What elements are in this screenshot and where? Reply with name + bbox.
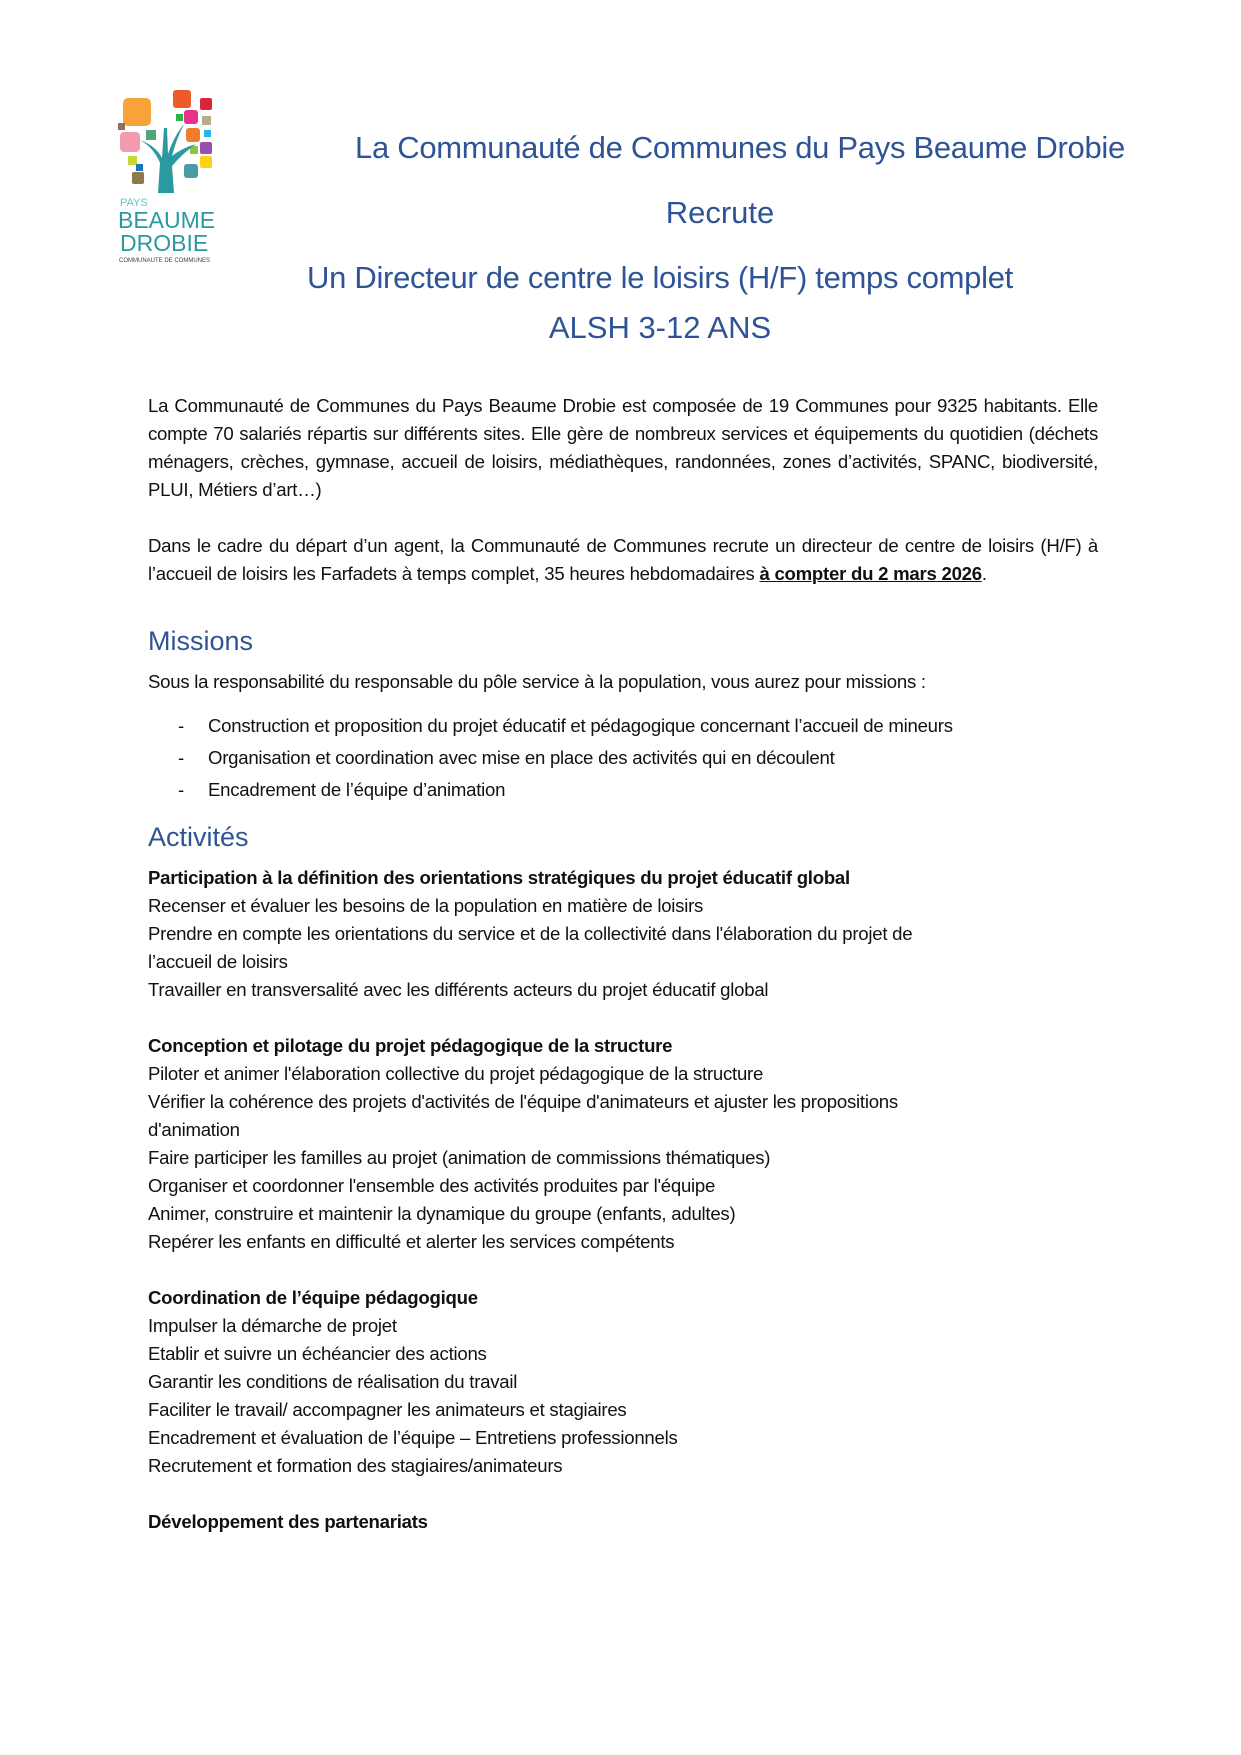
context-text: Dans le cadre du départ d’un agent, la Communauté de Communes recrute un directeur de centre de loisirs (H/F) à l’accueil de loisirs les Farfadets à temps complet, 35 heures hebdomadaires (148, 535, 1098, 584)
activity-group (148, 1508, 1098, 1536)
activity-line: Etablir et suivre un échéancier des actions (148, 1343, 487, 1364)
position-subtitle: ALSH 3-12 ANS (548, 310, 772, 345)
activity-line: Animer, construire et maintenir la dynamique du groupe (enfants, adultes) (148, 1203, 736, 1224)
activity-line: Garantir les conditions de réalisation du travail (148, 1371, 518, 1392)
svg-text:PAYS: PAYS (120, 197, 148, 209)
activity-line: Faire participer les familles au projet (animation de commissions thématiques) (148, 1147, 771, 1168)
activity-line: Recrutement et formation des stagiaires/animateurs (148, 1455, 563, 1476)
activity-group-title: Développement des partenariats (148, 1511, 428, 1532)
activity-line: Organiser et coordonner l'ensemble des activités produites par l'équipe (148, 1175, 716, 1196)
recruits-heading: Recrute (665, 195, 775, 230)
mission-item: - Construction et proposition du projet éducatif et pédagogique concernant l’accueil de mineurs (178, 710, 1098, 742)
intro-paragraph: La Communauté de Communes du Pays Beaume Drobie est composée de 19 Communes pour 9325 habitants. Elle compte 70 salariés répartis sur différents sites. Elle gère de nombreux services et équipements du quotidien (déchets ménagers, crèches, gymnase, accueil de loisirs, médiathèques, randonnées, zones d’activités, SPANC, biodiversité, PLUI, Métiers d’art…) (148, 395, 1098, 500)
activity-group-title: Coordination de l’équipe pédagogique (148, 1287, 478, 1308)
svg-text:DROBIE: DROBIE (120, 230, 209, 256)
position-title: Un Directeur de centre le loisirs (H/F) temps complet (307, 260, 1013, 295)
activity-group-title: Participation à la définition des orientations stratégiques du projet éducatif global (148, 867, 850, 888)
activity-line: Travailler en transversalité avec les différents acteurs du projet éducatif global (148, 979, 769, 1000)
mission-item: - Organisation et coordination avec mise en place des activités qui en découlent (178, 742, 1098, 774)
activity-line: Faciliter le travail/ accompagner les animateurs et stagiaires (148, 1399, 627, 1420)
missions-intro: Sous la responsabilité du responsable du pôle service à la population, vous aurez pour missions : (148, 671, 926, 692)
activity-group-title: Conception et pilotage du projet pédagogique de la structure (148, 1035, 673, 1056)
organization-title: La Communauté de Communes du Pays Beaume Drobie (355, 130, 1125, 165)
activities-heading: Activités (148, 822, 249, 852)
mission-item: - Encadrement de l’équipe d’animation (178, 774, 1098, 806)
activity-line: Piloter et animer l'élaboration collective du projet pédagogique de la structure (148, 1063, 764, 1084)
context-paragraph (148, 532, 1098, 588)
svg-text:BEAUME: BEAUME (118, 207, 216, 233)
tree-logo-icon (118, 88, 218, 268)
activity-line: Impulser la démarche de projet (148, 1315, 397, 1336)
missions-heading: Missions (148, 626, 254, 656)
activity-line: Repérer les enfants en difficulté et alerter les services compétents (148, 1231, 675, 1252)
missions-list (178, 710, 1098, 806)
organization-logo (118, 88, 218, 268)
activity-line: Vérifier la cohérence des projets d'activités de l'équipe d'animateurs et ajuster les propositions d'animation (148, 1091, 898, 1140)
activity-group (148, 1032, 1098, 1256)
activity-line: Recenser et évaluer les besoins de la population en matière de loisirs (148, 895, 704, 916)
activity-line: Encadrement et évaluation de l’équipe – Entretiens professionnels (148, 1427, 678, 1448)
activity-group (148, 864, 1098, 1004)
activity-line: Prendre en compte les orientations du service et de la collectivité dans l'élaboration du projet de l’accueil de loisirs (148, 923, 913, 972)
start-date-emphasis: à compter du 2 mars 2026 (759, 563, 982, 584)
document-body (148, 392, 1098, 1536)
activity-group (148, 1284, 1098, 1480)
svg-text:COMMUNAUTE DE COMMUNES: COMMUNAUTE DE COMMUNES (119, 258, 210, 264)
context-end: . (981, 563, 987, 584)
